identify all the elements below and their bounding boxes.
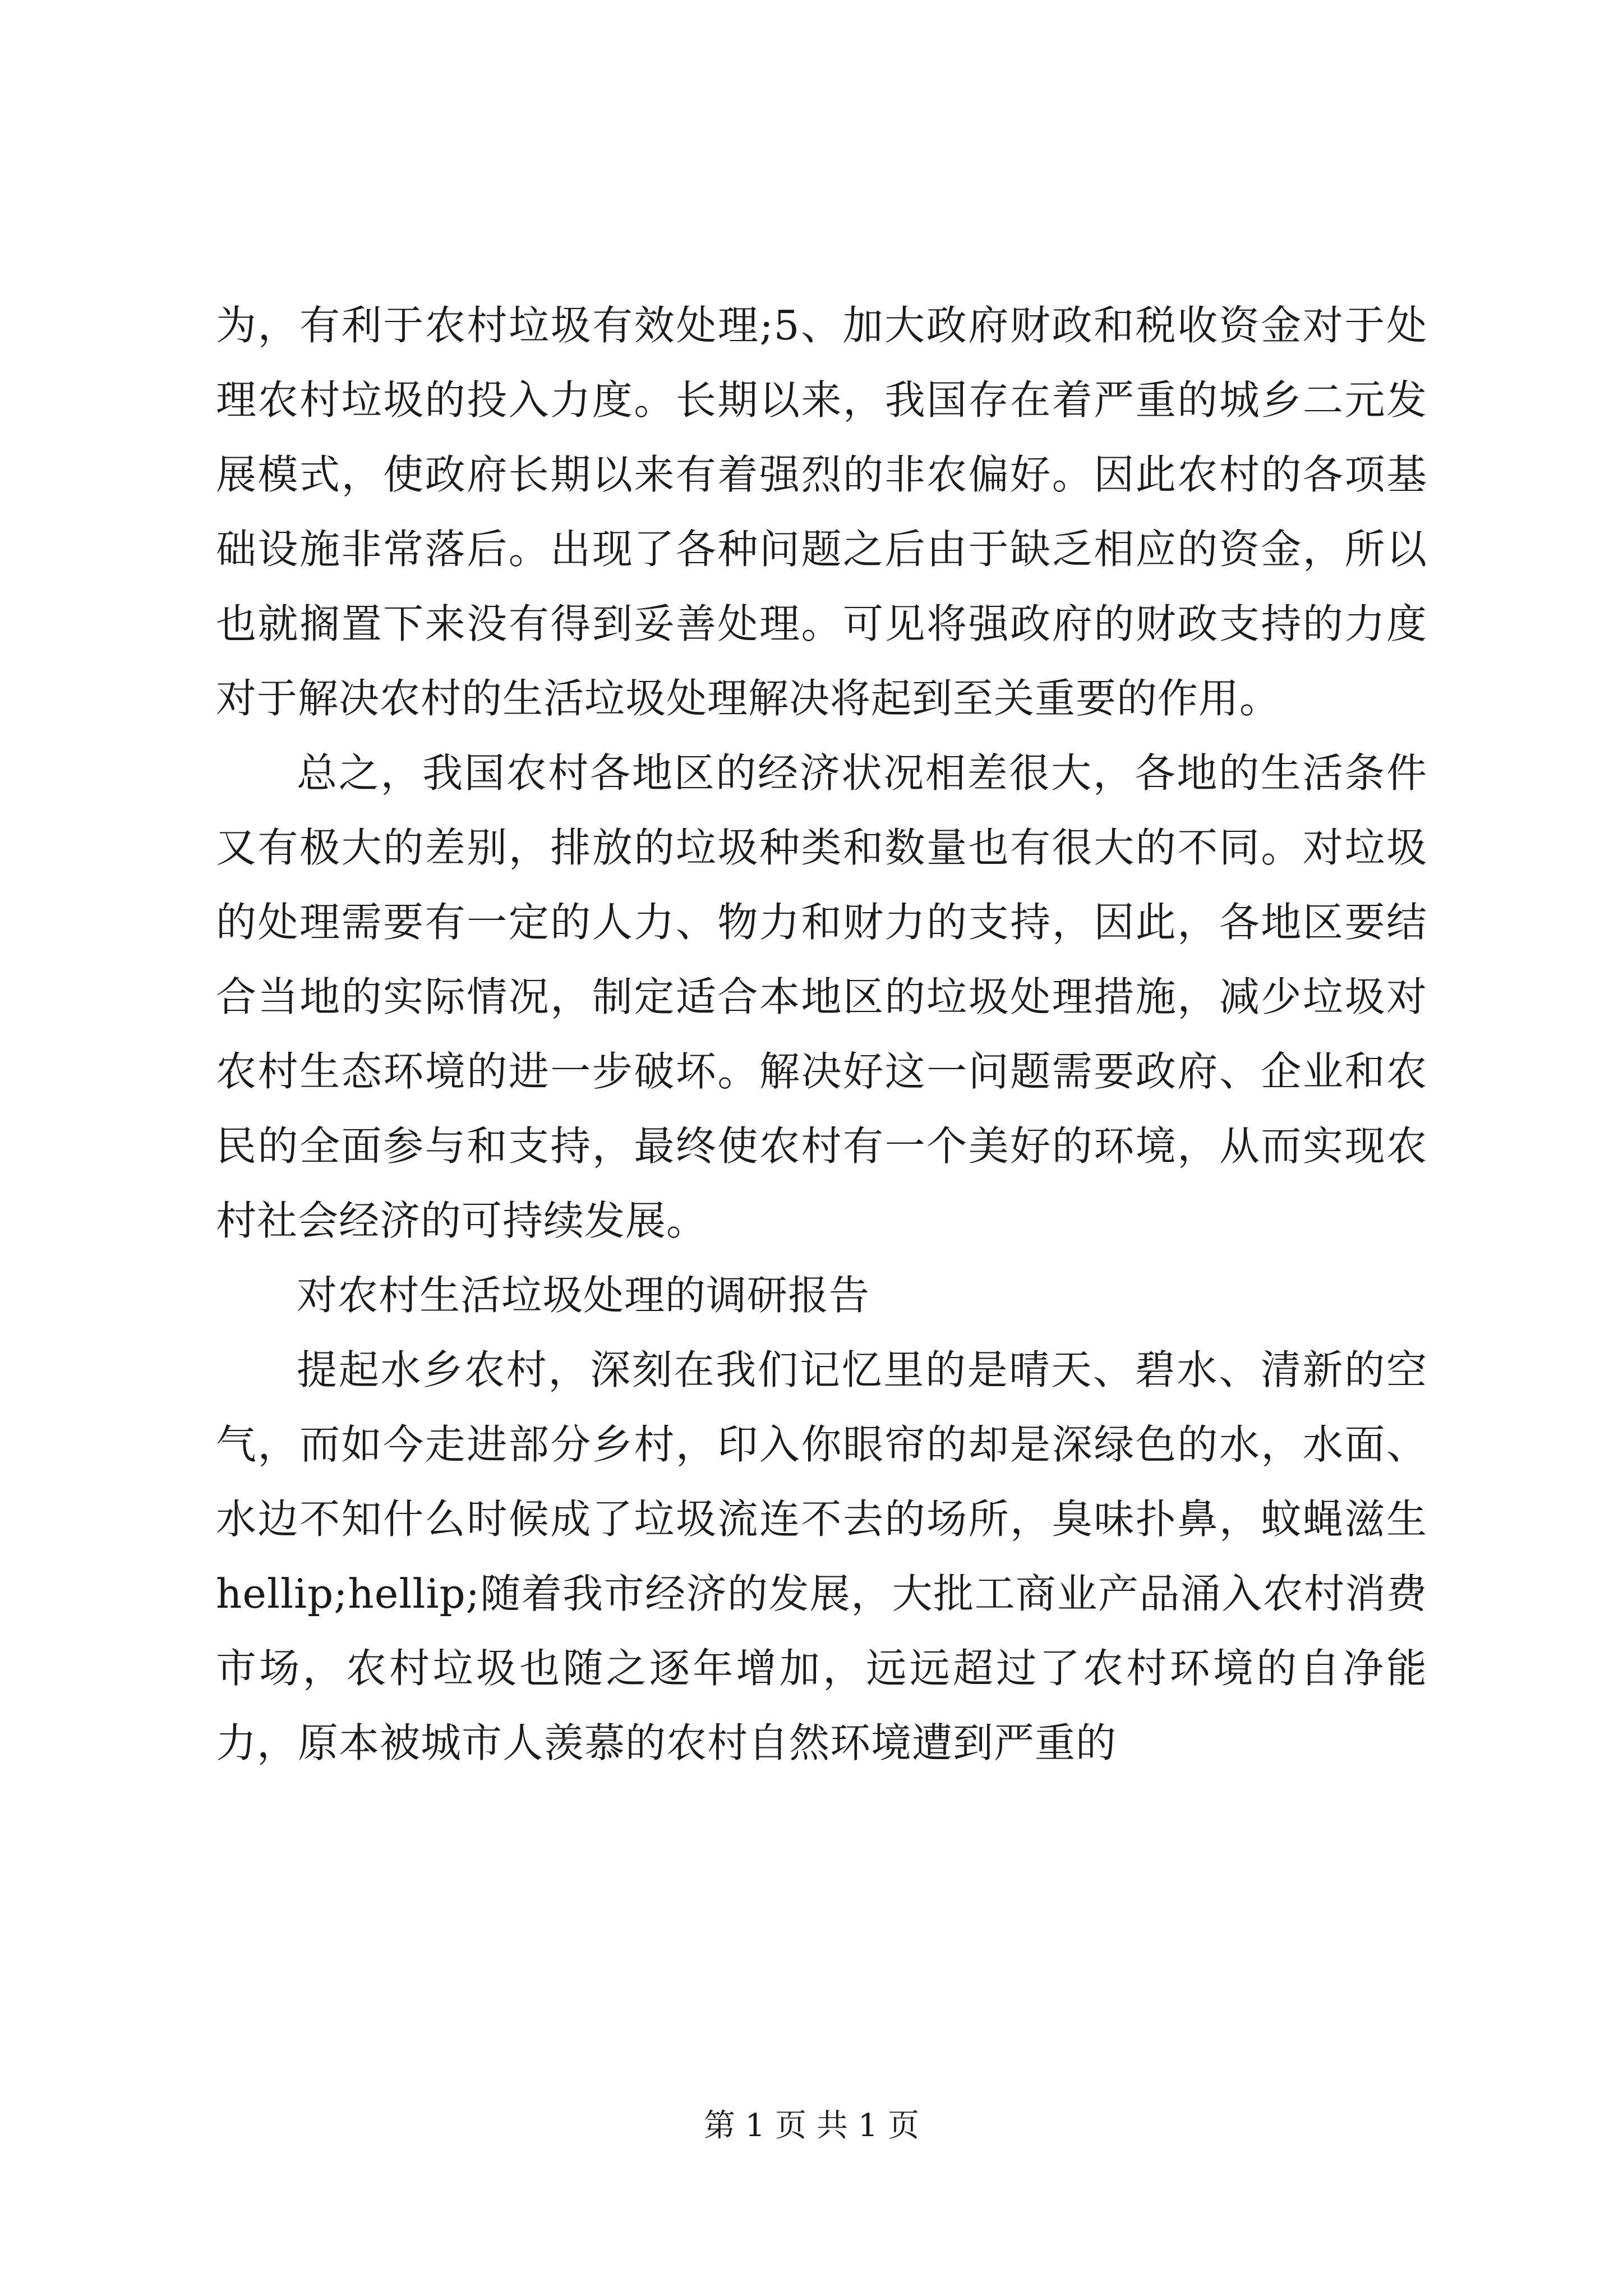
paragraph-2: 总之，我国农村各地区的经济状况相差很大，各地的生活条件又有极大的差别，排放的垃圾种类和数量也有很大的不同。对垃圾的处理需要有一定的人力、物力和财力的支持，因此，各地区要结合当地的实际情况，制定适合本地区的垃圾处理措施，减少垃圾对农村生态环境的进一步破坏。解决好这一问题需要政府、企业和农民的全面参与和支持，最终使农村有一个美好的环境，从而实现农村社会经济的可持续发展。 <box>216 749 1427 1244</box>
page-footer: 第 1 页 共 1 页 <box>703 2108 920 2144</box>
paragraph-4: 提起水乡农村，深刻在我们记忆里的是晴天、碧水、清新的空气，而如今走进部分乡村，印入你眼帘的却是深绿色的水，水面、水边不知什么时候成了垃圾流连不去的场所，臭味扑鼻，蚊蝇滋生 hellip;hellip;随着我市经济的发展，大批工商业产品涌入农村消费市场，农村垃圾也随之逐年增加，远远超过了农村环境的自净能力，原本被城市人羡慕的农村自然环境遭到严重的 <box>216 1346 1427 1766</box>
paragraph-1: 为，有利于农村垃圾有效处理;5、加大政府财政和税收资金对于处理农村垃圾的投入力度。长期以来，我国存在着严重的城乡二元发展模式，使政府长期以来有着强烈的非农偏好。因此农村的各项基础设施非常落后。出现了各种问题之后由于缺乏相应的资金，所以也就搁置下来没有得到妥善处理。可见将强政府的财政支持的力度对于解决农村的生活垃圾处理解决将起到至关重要的作用。 <box>216 302 1427 722</box>
section-title: 对农村生活垃圾处理的调研报告 <box>297 1272 870 1319</box>
document-body <box>216 288 1427 1780</box>
